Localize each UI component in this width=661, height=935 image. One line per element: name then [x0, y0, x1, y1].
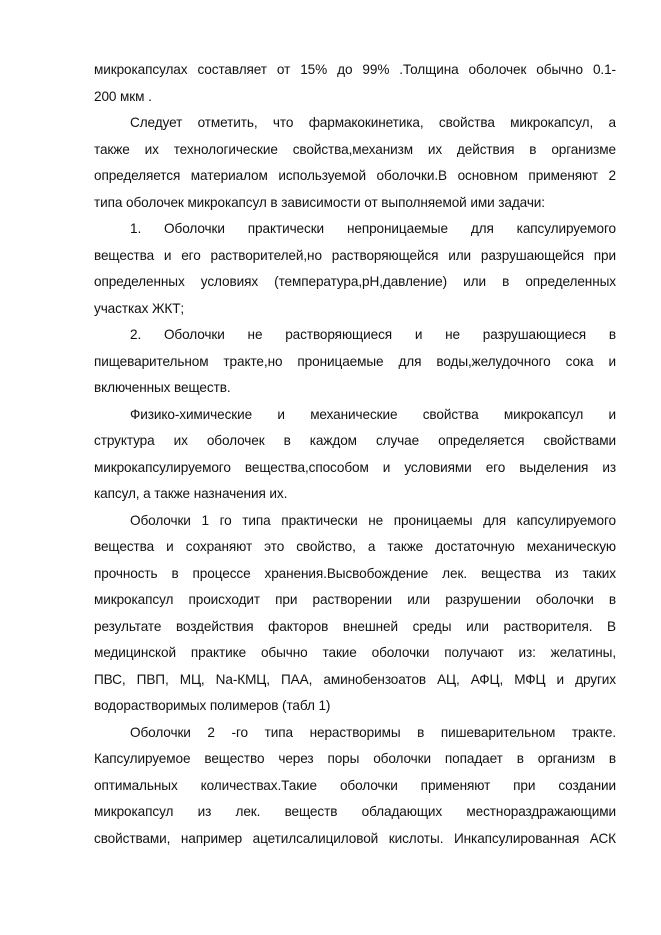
- text-line: 200 мкм .: [94, 88, 152, 104]
- text-line: также их технологические свойства,механизм их действия в организме: [94, 141, 616, 157]
- document-page: [94, 57, 616, 852]
- text-line: вещества и сохраняют это свойство, а также достаточную механическую: [94, 539, 616, 554]
- list-item-2-first-line: 2. Оболочки не растворяющиеся и не разрушающиеся в: [130, 327, 616, 342]
- list-item-1-first-line: 1. Оболочки практически непроницаемые для капсулируемого: [130, 221, 616, 236]
- text-line: микрокапсул из лек. веществ обладающих местнораздражающими: [94, 804, 616, 819]
- paragraph-first-line: Следует отметить, что фармакокинетика, свойства микрокапсул, а: [130, 115, 616, 130]
- text-line: водорастворимых полимеров (табл 1): [94, 698, 331, 713]
- paragraph-first-line: Физико-химические и механические свойства микрокапсул и: [130, 406, 616, 422]
- text-line: пищеварительном тракте,но проницаемые для воды,желудочного сока и: [94, 353, 616, 369]
- text-line: микрокапсулируемого вещества,способом и условиями его выделения из: [94, 459, 616, 475]
- text-line: определенных условиях (температура,рН,давление) или в определенных: [94, 274, 616, 289]
- text-line: капсул, а также назначения их.: [94, 486, 288, 501]
- text-line: ПВС, ПВП, МЦ, Na-КМЦ, ПАА, аминобензоатов АЦ, АФЦ, МФЦ и других: [94, 671, 616, 687]
- text-line: медицинской практике обычно такие оболочки получают из: желатины,: [94, 645, 616, 660]
- text-line: участках ЖКТ;: [94, 300, 185, 316]
- text-line: микрокапсул происходит при растворении или разрушении оболочки в: [94, 592, 616, 607]
- text-line: структура их оболочек в каждом случае определяется свойствами: [94, 433, 616, 448]
- text-line: микрокапсулах составляет от 15% до 99% .Толщина оболочек обычно 0.1-: [94, 62, 616, 77]
- text-line: результате воздействия факторов внешней среды или растворителя. В: [94, 618, 616, 634]
- text-line: прочность в процессе хранения.Высвобождение лек. вещества из таких: [94, 565, 616, 581]
- text-line: оптимальных количествах.Такие оболочки применяют при создании: [94, 777, 616, 793]
- text-line: свойствами, например ацетилсалициловой кислоты. Инкапсулированная АСК: [94, 830, 616, 846]
- text-line: типа оболочек микрокапсул в зависимости от выполняемой ими задачи:: [94, 194, 545, 210]
- text-line: вещества и его растворителей,но растворяющейся или разрушающейся при: [94, 247, 616, 263]
- text-line: Капсулируемое вещество через поры оболочки попадает в организм в: [94, 751, 616, 766]
- text-line: включенных веществ.: [94, 380, 231, 395]
- paragraph-first-line: Оболочки 2 -го типа нерастворимы в пишеварительном тракте.: [130, 724, 616, 740]
- paragraph-first-line: Оболочки 1 го типа практически не проницаемы для капсулируемого: [130, 512, 616, 528]
- text-line: определяется материалом используемой оболочки.В основном применяют 2: [94, 168, 616, 183]
